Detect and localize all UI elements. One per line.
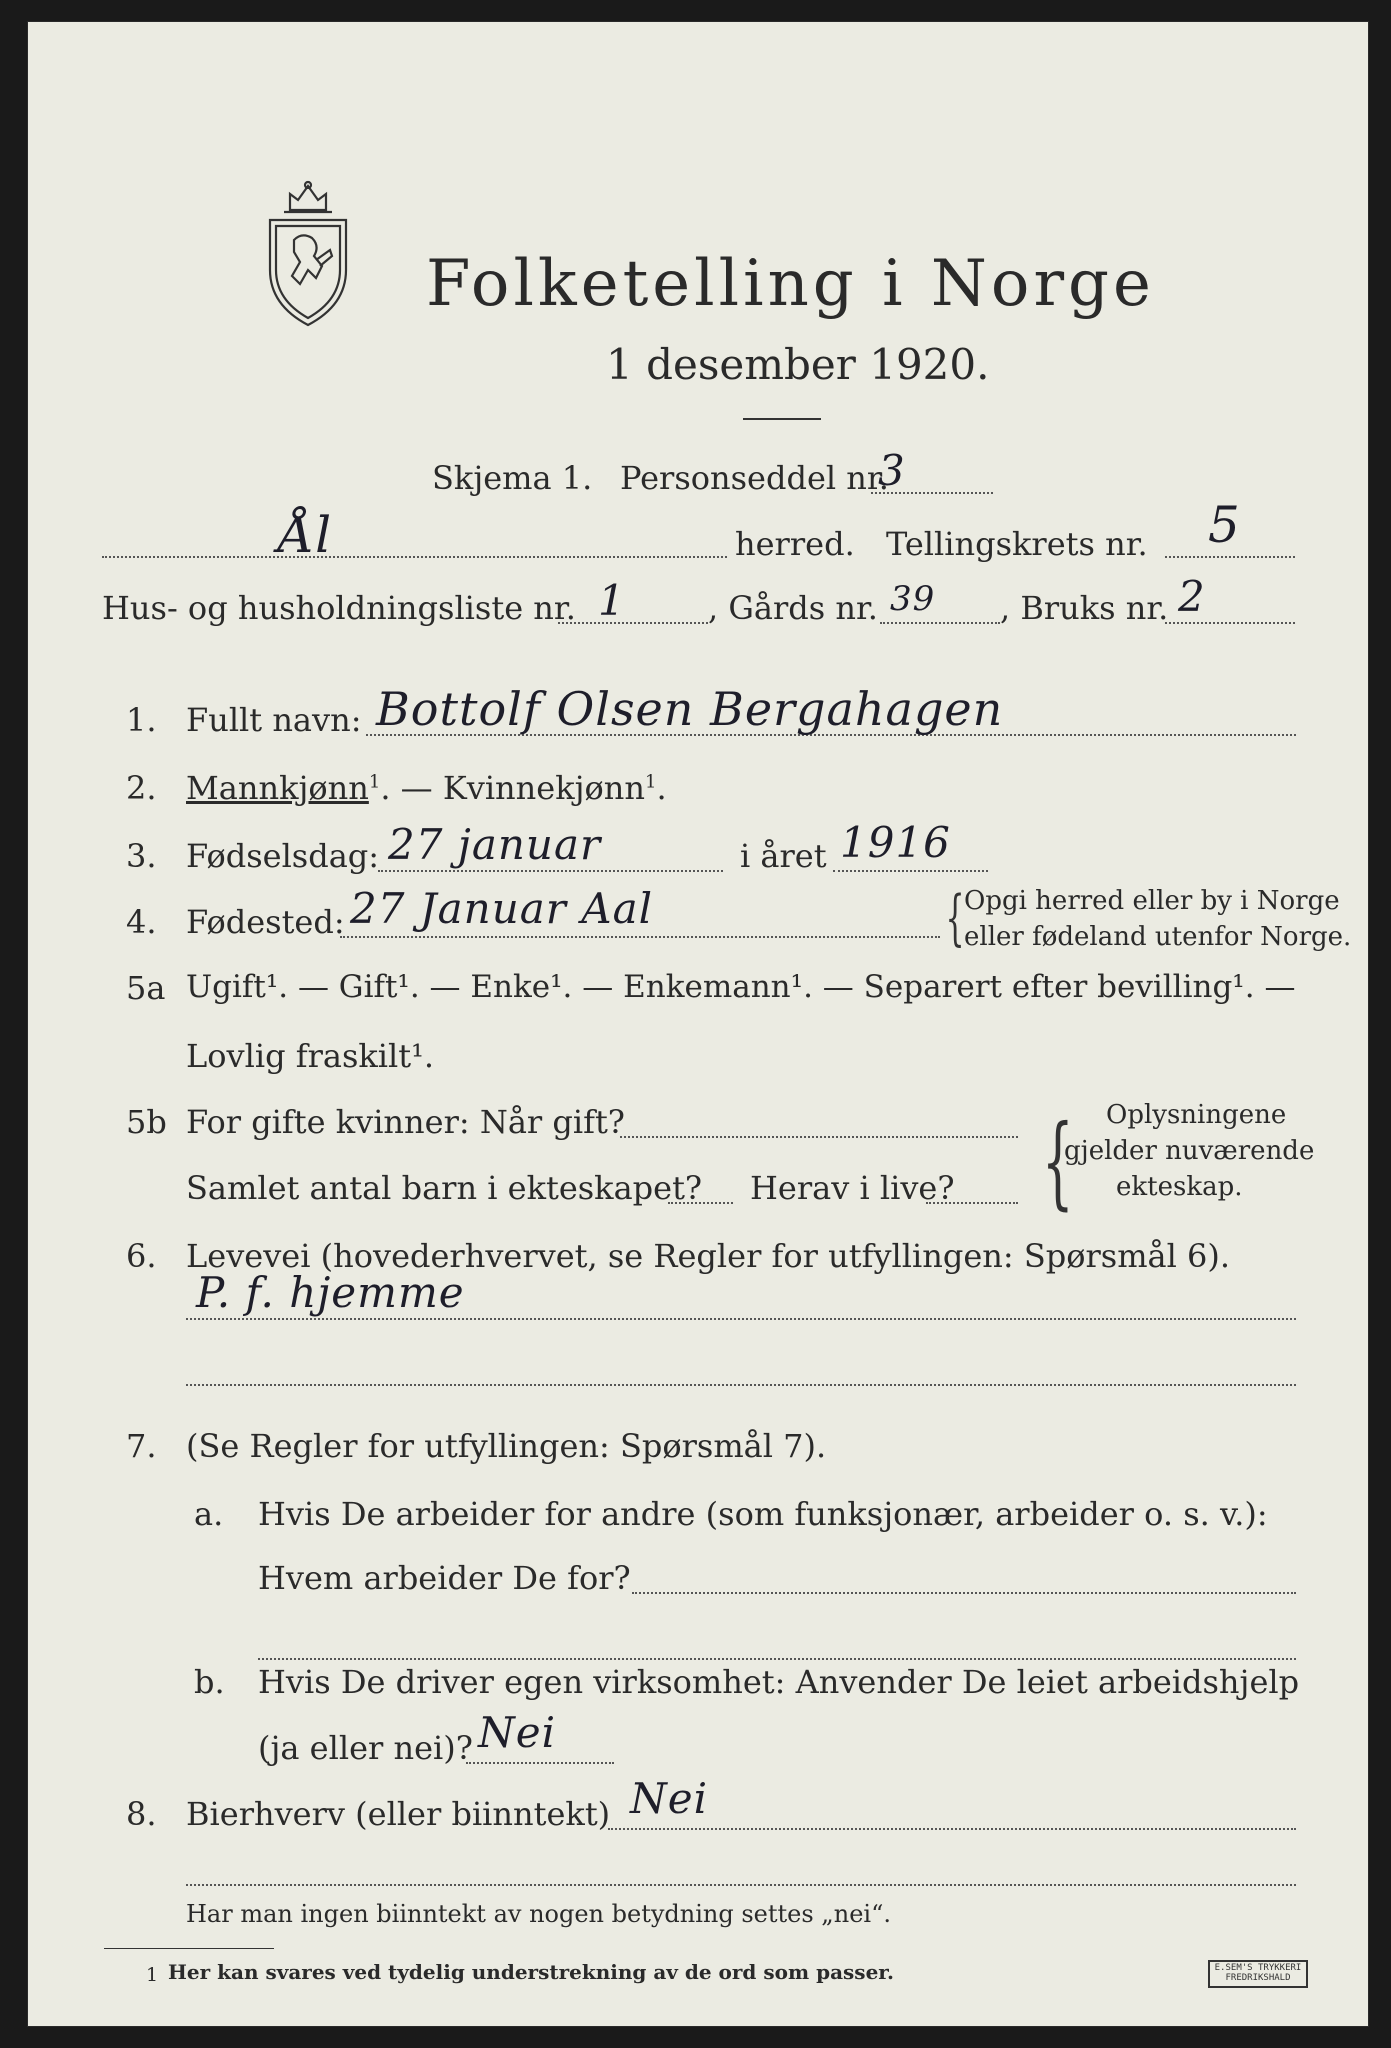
printer-stamp-line-1: E.SEM'S TRYKKERI: [1214, 1963, 1302, 1973]
q5b-note-2: gjelder nuværende: [1064, 1136, 1315, 1166]
footer-note: Har man ingen biinntekt av nogen betydning settes „nei“.: [186, 1900, 891, 1928]
q7-label: (Se Regler for utfyllingen: Spørsmål 7).: [186, 1427, 827, 1465]
bruks-label: , Bruks nr.: [1000, 589, 1169, 627]
q7a-text-2: Hvem arbeider De for?: [258, 1559, 631, 1597]
q6-line-1: [186, 1318, 1296, 1320]
personseddel-label: Personseddel nr.: [620, 459, 889, 497]
hus-line: [558, 622, 708, 624]
q1-value: Bottolf Olsen Bergahagen: [376, 682, 1004, 736]
footnote-rule: [104, 1948, 274, 1949]
q2-number: 2.: [126, 769, 157, 807]
q7b-value: Nei: [478, 1708, 557, 1757]
herred-value: Ål: [278, 506, 333, 564]
q4-bracket: {: [945, 883, 965, 953]
q5b-alive-line: [926, 1202, 1018, 1204]
q8-line-1: [608, 1828, 1296, 1830]
q5b-label-1: For gifte kvinner: Når gift?: [186, 1103, 625, 1141]
q4-label: Fødested:: [186, 903, 345, 941]
footnote-mark: 1: [146, 1964, 159, 1986]
bruks-value: 2: [1178, 572, 1206, 621]
census-form: [28, 22, 1368, 2026]
q3-year-line: [833, 870, 988, 872]
tellingskrets-line: [1165, 556, 1295, 558]
q7b-text-2: (ja eller nei)?: [258, 1729, 473, 1767]
q7b-letter: b.: [194, 1663, 225, 1701]
q5a-options-2: Lovlig fraskilt¹.: [186, 1037, 435, 1075]
q7b-text: Hvis De driver egen virksomhet: Anvender De leiet arbeidshjelp: [258, 1663, 1300, 1701]
q4-note-2: eller fødeland utenfor Norge.: [964, 922, 1352, 952]
norway-coat-of-arms-icon: [260, 180, 356, 330]
q7a-line-1: [632, 1592, 1296, 1594]
bruks-line: [1165, 622, 1295, 624]
q1-number: 1.: [126, 701, 157, 739]
herred-line: [102, 556, 727, 558]
q5a-options: Ugift¹. — Gift¹. — Enke¹. — Enkemann¹. — Separert efter bevilling¹. —: [186, 969, 1296, 1005]
q6-label: Levevei (hovederhvervet, se Regler for utfyllingen: Spørsmål 6).: [186, 1237, 1231, 1275]
tellingskrets-value: 5: [1208, 496, 1241, 554]
q3-line: [378, 870, 723, 872]
gards-value: 39: [890, 579, 936, 619]
q3-year-value: 1916: [840, 818, 951, 867]
q7a-letter: a.: [194, 1495, 224, 1533]
title-divider: [743, 418, 821, 420]
printer-stamp: [1208, 1960, 1308, 1988]
q6-number: 6.: [126, 1237, 157, 1275]
q5b-when-line: [620, 1136, 1018, 1138]
q8-value: Nei: [630, 1774, 709, 1823]
printer-stamp-line-2: FREDRIKSHALD: [1225, 1972, 1291, 1983]
q8-number: 8.: [126, 1795, 157, 1833]
q5b-note-1: Oplysningene: [1106, 1100, 1287, 1130]
q8-label: Bierhverv (eller biinntekt): [186, 1795, 611, 1833]
q3-number: 3.: [126, 837, 157, 875]
q5b-bracket: {: [1041, 1103, 1074, 1220]
personseddel-value: 3: [878, 446, 906, 495]
q7-number: 7.: [126, 1427, 157, 1465]
q2-options: Mannkjønn$^1$. — Kvinnekjønn$^1$.: [186, 769, 667, 807]
q4-number: 4.: [126, 903, 157, 941]
q7a-text: Hvis De arbeider for andre (som funksjonær, arbeider o. s. v.):: [258, 1495, 1268, 1533]
q5b-label-3: Herav i live?: [750, 1169, 955, 1207]
q2-female: Kvinnekjønn: [442, 769, 645, 807]
gards-line: [880, 622, 1000, 624]
q7b-line: [466, 1762, 614, 1764]
gards-label: , Gårds nr.: [708, 589, 878, 627]
q5b-note-3: ekteskap.: [1116, 1172, 1243, 1202]
q7a-line-2: [258, 1658, 1296, 1660]
herred-label: herred.: [735, 525, 855, 563]
q3-year-label: i året: [740, 837, 827, 875]
q4-value: 27 Januar Aal: [350, 884, 654, 933]
tellingskrets-label: Tellingskrets nr.: [886, 525, 1148, 563]
q6-value: P. f. hjemme: [196, 1268, 465, 1317]
skjema-label: Skjema 1.: [432, 459, 593, 497]
q5b-number: 5b: [126, 1103, 167, 1141]
q5b-children-line: [668, 1202, 733, 1204]
q4-note-1: Opgi herred eller by i Norge: [964, 886, 1340, 916]
hus-value: 1: [598, 576, 626, 625]
q3-label: Fødselsdag:: [186, 837, 380, 875]
census-date: 1 desember 1920.: [606, 340, 990, 389]
q4-line: [340, 936, 940, 938]
form-title: Folketelling i Norge: [426, 247, 1155, 321]
q8-line-2: [186, 1884, 1296, 1886]
q2-male: Mannkjønn: [186, 769, 369, 807]
q5b-label-2: Samlet antal barn i ekteskapet?: [186, 1169, 703, 1207]
q6-line-2: [186, 1384, 1296, 1386]
hus-label: Hus- og husholdningsliste nr.: [102, 589, 576, 627]
footnote-text: Her kan svares ved tydelig understrekning av de ord som passer.: [168, 1960, 894, 1984]
q1-label: Fullt navn:: [186, 701, 362, 739]
q3-value: 27 januar: [388, 820, 602, 869]
q5a-number: 5a: [126, 969, 166, 1007]
